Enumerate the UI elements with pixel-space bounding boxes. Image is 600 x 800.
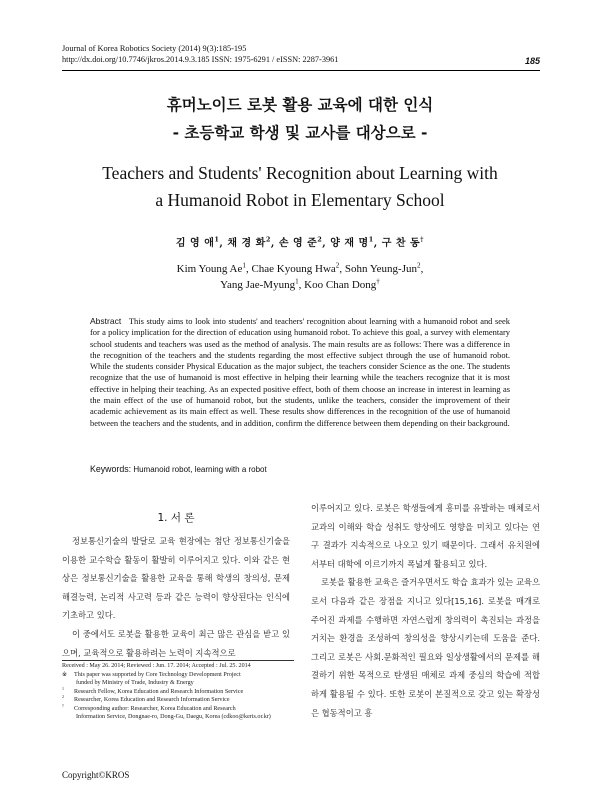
author-yang: 양 재 명$^1$, <box>330 235 382 249</box>
section-heading-introduction: 1. 서 론 <box>157 512 195 524</box>
abstract-text: This study aims to look into students' and teachers' recognition about learning with a humanoid robot and seek for a policy implication for the direction of education using humanoid robot. To achieve this goal, a survey with elementary school students and teachers was used as the method of analysis. The main results are as follows: There was a difference in the recognition of the teachers and the students regarding the most effective subject through the use of humanoid robot. While the students consider Physical Education as the major subject, the teachers consider Science as the one. The students recognize that the use of humanoid is most effective in helping their learning while the teachers recognize that it is most effective in helping their teaching. As an expected positive effect, both of them choose an increase in interest in learning as the main effect of the use of humanoid robot, but the students, unlike the teachers, consider the improvement of their academic achievement as its main effect as well. These results show differences in the recognition of the use of humanoid between the teachers and the students, and in addition, confirm the difference between them depending on their background. <box>90 316 510 428</box>
footnote-rule <box>62 660 294 661</box>
doi-issn-line: http://dx.doi.org/10.7746/jkros.2014.9.3.185 ISSN: 1975-6291 / eISSN: 2287-3961 <box>62 55 339 64</box>
page-number: 185 <box>524 56 540 66</box>
keywords-text: Humanoid robot, learning with a robot <box>133 465 267 474</box>
affiliation-note-2: Researcher, Korea Education and Research Information Service <box>74 697 230 703</box>
intro-continuation: 이루어지고 있다. 로봇은 학생들에게 흥미를 유발하는 매체로서 교과의 이해와 학습 성취도 향상에도 영향을 미치고 있다는 연구 결과가 지속적으로 나오고 있기 때문이다. 그래서 유치원에서부터 대학에 이르기까지 폭넓게 활용되고 있다. <box>311 503 540 569</box>
keywords <box>90 464 267 474</box>
footnotes <box>62 662 294 722</box>
abstract-label: Abstract <box>90 316 122 326</box>
right-column-body <box>311 499 540 722</box>
header-rule <box>62 70 540 71</box>
author-koo: 구 찬 동† <box>381 235 425 249</box>
footnote-dagger-symbol: † <box>62 702 64 708</box>
korean-title-line2: - 초등학교 학생 및 교사를 대상으로 - <box>172 124 428 142</box>
copyright: Copyright©KROS <box>62 770 130 780</box>
english-authors-line2: Yang Jae-Myung$^1$, Koo Chan Dong† <box>220 277 380 291</box>
english-authors-line1: Kim Young Ae$^1$, Chae Kyoung Hwa$^2$, Sohn Yeung-Jun$^2$, <box>176 261 424 275</box>
journal-citation: Journal of Korea Robotics Society (2014) 9(3):185-195 <box>62 44 247 53</box>
affiliation-note-1: Research Fellow, Korea Education and Research Information Service <box>74 688 244 695</box>
intro-paragraph-1: 정보통신기술의 발달로 교육 현장에는 첨단 정보통신기술을 이용한 교수학습 활동이 활발히 이루어지고 있다. 이와 같은 현상은 정보통신기술을 활용한 교육을 통해 학생의 창의성, 문제해결능력, 논리적 사고력 등과 같은 능력이 향상된다는 인식에 기초하고 있다. <box>62 536 290 621</box>
intro-paragraph-3: 로봇을 활용한 교육은 즐거우면서도 학습 효과가 있는 교육으로서 다음과 같은 장점을 지니고 있다[15,16]. 로봇을 매개로 주어진 과제를 수행하면 자연스럽게 창의력이 촉진되는 과정을 거치는 환경을 조성하여 창의성을 향상시키는데 도움을 준다. 그리고 로봇은 사회.문화적인 필요와 일상생활에서의 문제를 해결하기 위한 목적으로 탄생된 매체로 과제 중심의 학습에 적합하게 활용될 수 있다. 또한 로봇이 본질적으로 갖고 있는 확장성은 협동적이고 흥 <box>311 577 540 718</box>
funding-note-line1: This paper was supported by Core Technology Development Project <box>74 671 241 678</box>
abstract <box>90 316 510 429</box>
corresponding-author-line2: Information Service, Dongnae-ro, Dong-Gu, Daegu, Korea (cdkoo@keris.or.kr) <box>76 714 271 720</box>
author-chae: 채 경 화$^2$, <box>227 235 279 249</box>
korean-authors <box>0 234 600 249</box>
intro-paragraph-2: 이 중에서도 로봇을 활용한 교육이 최근 많은 관심을 받고 있으며, 교육적으로 활용하려는 노력이 지속적으로 <box>62 628 290 658</box>
footnote-star-symbol: ※ <box>62 671 68 678</box>
funding-note-line2: funded by Ministry of Trade, Industry & Energy <box>76 680 194 686</box>
author-kim: 김 영 애$^1$, <box>175 235 228 249</box>
footnote-1-symbol: 1 <box>62 685 64 691</box>
left-column-body <box>62 532 290 662</box>
footnote-2-symbol: 2 <box>62 693 64 699</box>
received-dates: Received : May 26. 2014; Reviewed : Jun. 17. 2014; Accepted : Jul. 25. 2014 <box>62 663 251 669</box>
corresponding-author-line1: Corresponding author: Researcher, Korea Education and Research <box>74 705 236 712</box>
korean-title-line1: 휴머노이드 로봇 활용 교육에 대한 인식 <box>166 96 434 114</box>
english-title-line2: a Humanoid Robot in Elementary School <box>155 190 445 210</box>
english-title-line1: Teachers and Students' Recognition about Learning with <box>102 163 498 183</box>
keywords-label: Keywords: <box>90 464 132 474</box>
author-sohn: 손 영 준$^2$, <box>278 235 331 249</box>
